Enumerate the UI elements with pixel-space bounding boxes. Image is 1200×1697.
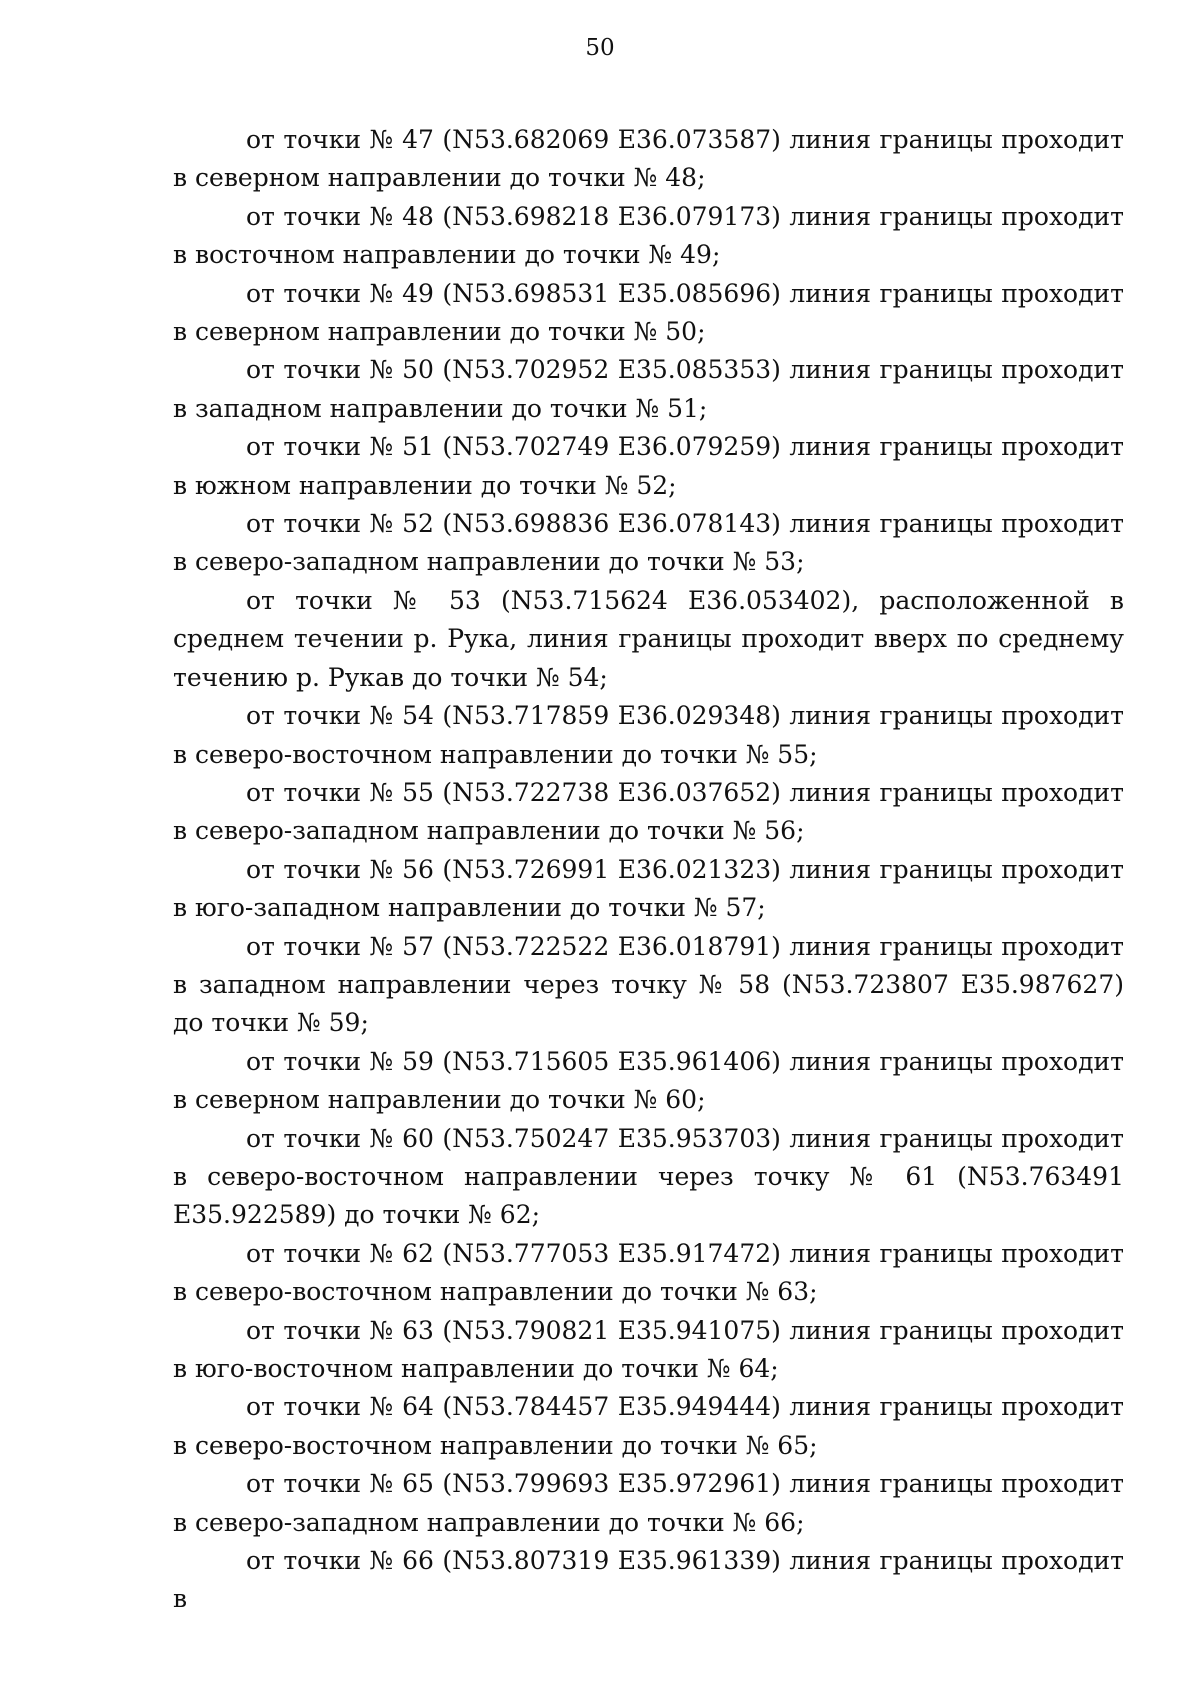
page-body [173,121,1124,1619]
paragraph-point-48: от точки № 48 (N53.698218 E36.079173) линия границы проходит в восточном направлении до точки № 49; [173,201,1124,270]
paragraph-point-65: от точки № 65 (N53.799693 E35.972961) линия границы проходит в северо-западном направлении до точки № 66; [173,1469,1124,1537]
paragraph-point-49: от точки № 49 (N53.698531 E35.085696) линия границы проходит в северном направлении до точки № 50; [173,278,1124,347]
page-number: 50 [585,35,615,61]
paragraph-point-63: от точки № 63 (N53.790821 E35.941075) линия границы проходит в юго-восточном направлении до точки № 64; [173,1315,1124,1383]
paragraph-point-64: от точки № 64 (N53.784457 E35.949444) линия границы проходит в северо-восточном направлении до точки № 65; [173,1392,1124,1460]
paragraph-point-57: от точки № 57 (N53.722522 E36.018791) линия границы проходит в западном направлении через точку № 58 (N53.723807 E35.987627) до точки № 59; [173,931,1124,1038]
paragraph-point-47: от точки № 47 (N53.682069 E36.073587) линия границы проходит в северном направлении до точки № 48; [173,125,1124,193]
paragraph-point-62: от точки № 62 (N53.777053 E35.917472) линия границы проходит в северо-восточном направлении до точки № 63; [173,1238,1124,1307]
paragraph-point-53: от точки № 53 (N53.715624 E36.053402), расположенной в среднем течении р. Рука, линия границы проходит вверх по среднему течению р. Рукав до точки № 54; [173,585,1124,692]
paragraph-point-52: от точки № 52 (N53.698836 E36.078143) линия границы проходит в северо-западном направлении до точки № 53; [173,509,1124,577]
paragraph-point-66: от точки № 66 (N53.807319 E35.961339) линия границы проходит в [173,1546,1124,1614]
paragraph-point-60: от точки № 60 (N53.750247 E35.953703) линия границы проходит в северо-восточном направлении через точку № 61 (N53.763491 E35.922589) до точки № 62; [173,1123,1124,1230]
paragraph-point-56: от точки № 56 (N53.726991 E36.021323) линия границы проходит в юго-западном направлении до точки № 57; [173,854,1124,923]
paragraph-point-50: от точки № 50 (N53.702952 E35.085353) линия границы проходит в западном направлении до точки № 51; [173,355,1124,423]
paragraph-point-54: от точки № 54 (N53.717859 E36.029348) линия границы проходит в северо-восточном направлении до точки № 55; [173,701,1124,769]
paragraph-point-55: от точки № 55 (N53.722738 E36.037652) линия границы проходит в северо-западном направлении до точки № 56; [173,777,1124,846]
paragraph-point-51: от точки № 51 (N53.702749 E36.079259) линия границы проходит в южном направлении до точки № 52; [173,432,1124,500]
paragraph-point-59: от точки № 59 (N53.715605 E35.961406) линия границы проходит в северном направлении до точки № 60; [173,1046,1124,1115]
